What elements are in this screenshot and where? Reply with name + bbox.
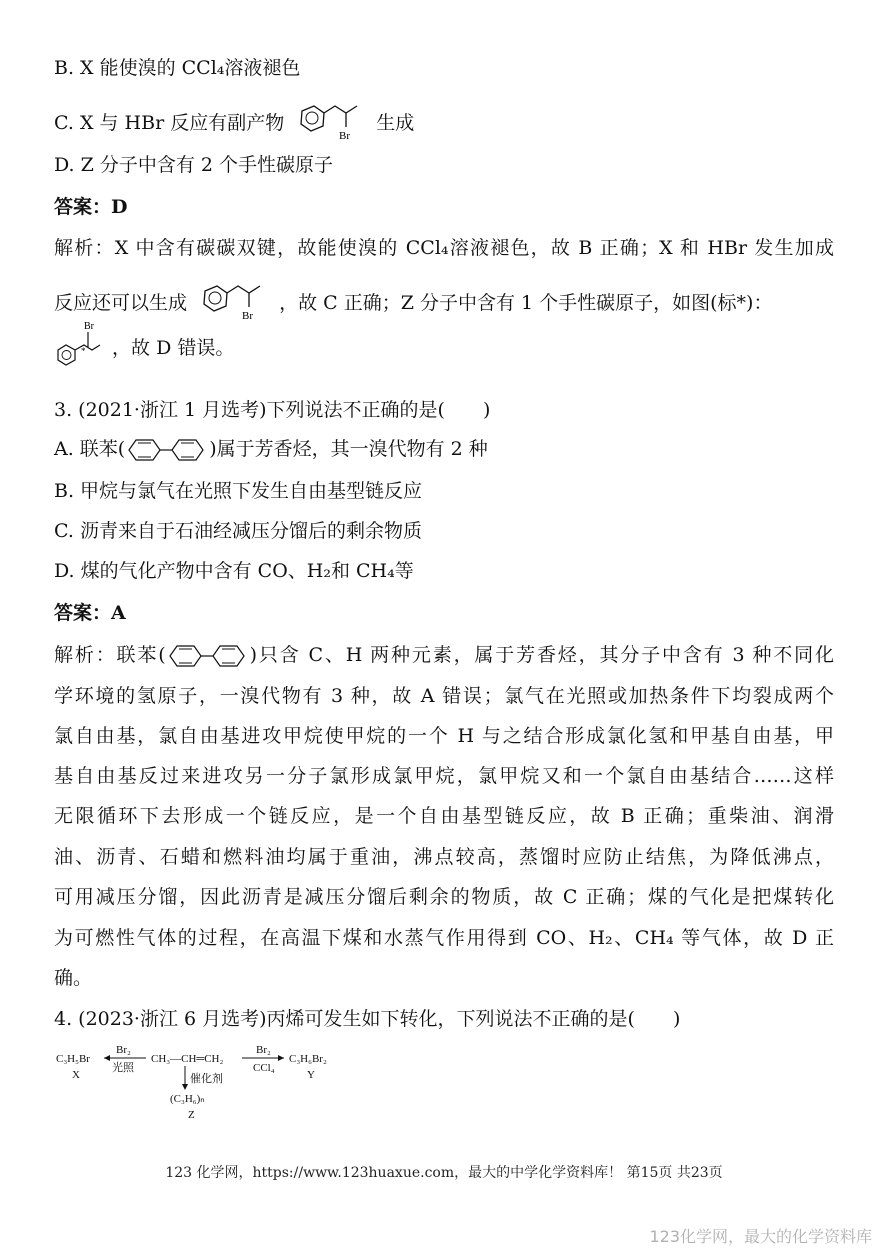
propene-formula: CH₃—CH═CH₂ bbox=[151, 1053, 224, 1065]
propene-reaction-scheme bbox=[54, 1042, 354, 1124]
q3-analysis-line-5: 无限循环下去形成一个链反应，是一个自由基型链反应，故 B 正确；重柴油、润滑 bbox=[54, 805, 834, 827]
q2-option-c-text: C. X 与 HBr 反应有副产物 bbox=[54, 112, 285, 134]
q4-stem: 4. (2023·浙江 6 月选考)丙烯可发生如下转化，下列说法不正确的是( ) bbox=[54, 1008, 681, 1030]
bromopropylbenzene-structure bbox=[292, 103, 368, 145]
q3-analysis-text: )只含 C、H 两种元素，属于芳香烃，其分子中含有 3 种不同化 bbox=[249, 644, 834, 666]
x-formula: C₃H₅Br bbox=[56, 1053, 90, 1065]
q3-analysis-line-4: 基自由基反过来进攻另一分子氯形成氯甲烷，氯甲烷又和一个氯自由基结合……这样 bbox=[54, 765, 834, 787]
q2-option-c-tail: 生成 bbox=[376, 112, 415, 134]
q2-option-b: B. X 能使溴的 CCl₄溶液褪色 bbox=[54, 57, 301, 79]
q3-analysis-line-9: 确。 bbox=[54, 967, 93, 989]
reagent-catalyst: 催化剂 bbox=[190, 1073, 223, 1085]
y-label: Y bbox=[307, 1069, 315, 1081]
chiral-star: * bbox=[81, 346, 86, 356]
q3-option-d: D. 煤的气化产物中含有 CO、H₂和 CH₄等 bbox=[54, 560, 414, 582]
q3-analysis-line-1 bbox=[54, 642, 834, 669]
q2-analysis-line-3 bbox=[54, 321, 235, 368]
bromopropylbenzene-structure bbox=[195, 283, 271, 325]
q2-analysis-text: ，故 C 正确；Z 分子中含有 1 个手性碳原子，如图(标*)： bbox=[279, 292, 773, 314]
biphenyl-structure bbox=[125, 437, 209, 463]
q3-option-b: B. 甲烷与氯气在光照下发生自由基型链反应 bbox=[54, 480, 423, 502]
q2-analysis-text: ，故 D 错误。 bbox=[112, 337, 235, 359]
z-formula: (C₃H₆)ₙ bbox=[170, 1093, 205, 1105]
q3-option-a bbox=[54, 436, 488, 463]
reagent-br2-left: Br₂ bbox=[116, 1044, 131, 1056]
q2-answer: 答案：D bbox=[54, 196, 128, 218]
watermark: 123化学网，最大的化学资料库 bbox=[649, 1227, 872, 1246]
z-label: Z bbox=[188, 1109, 195, 1121]
q3-answer: 答案：A bbox=[54, 602, 126, 624]
br-label: Br bbox=[339, 130, 351, 142]
br-label: Br bbox=[84, 321, 94, 332]
q3-option-a-text: A. 联苯( bbox=[54, 438, 126, 460]
reagent-br2-right: Br₂ bbox=[256, 1044, 271, 1056]
q3-analysis-line-7: 可用减压分馏，因此沥青是减压分馏后剩余的物质，故 C 正确；煤的气化是把煤转化 bbox=[54, 886, 834, 908]
x-label: X bbox=[72, 1069, 80, 1081]
chiral-carbon-structure bbox=[54, 320, 106, 368]
reagent-ccl4: CCl₄ bbox=[253, 1062, 275, 1074]
q2-analysis-line-2 bbox=[54, 283, 772, 325]
q2-analysis-text: 反应还可以生成 bbox=[54, 292, 188, 314]
page-footer: 123 化学网，https://www.123huaxue.com，最大的中学化学资料库！ 第15页 共23页 bbox=[165, 1165, 723, 1181]
q2-option-d: D. Z 分子中含有 2 个手性碳原子 bbox=[54, 154, 334, 176]
q2-analysis-line-1: 解析：X 中含有碳碳双键，故能使溴的 CCl₄溶液褪色，故 B 正确；X 和 HBr 发生加成 bbox=[54, 237, 834, 259]
q3-option-a-tail: )属于芳香烃，其一溴代物有 2 种 bbox=[209, 438, 488, 460]
q3-analysis-text: 解析：联苯( bbox=[54, 644, 166, 666]
q3-analysis-line-6: 油、沥青、石蜡和燃料油均属于重油，沸点较高，蒸馏时应防止结焦，为降低沸点， bbox=[54, 846, 834, 868]
q3-analysis-line-2: 学环境的氢原子，一溴代物有 3 种，故 A 错误；氯气在光照或加热条件下均裂成两个 bbox=[54, 685, 834, 707]
q2-option-c bbox=[54, 103, 414, 145]
biphenyl-structure bbox=[166, 643, 250, 669]
br-label: Br bbox=[242, 310, 254, 322]
y-formula: C₃H₆Br₂ bbox=[289, 1053, 327, 1065]
q3-stem: 3. (2021·浙江 1 月选考)下列说法不正确的是( ) bbox=[54, 399, 491, 421]
reagent-light: 光照 bbox=[112, 1062, 134, 1074]
q3-analysis-line-8: 为可燃性气体的过程，在高温下煤和水蒸气作用得到 CO、H₂、CH₄ 等气体，故 D 正 bbox=[54, 927, 834, 949]
q3-option-c: C. 沥青来自于石油经减压分馏后的剩余物质 bbox=[54, 520, 422, 542]
q3-analysis-line-3: 氯自由基，氯自由基进攻甲烷使甲烷的一个 H 与之结合形成氯化氢和甲基自由基，甲 bbox=[54, 725, 834, 747]
